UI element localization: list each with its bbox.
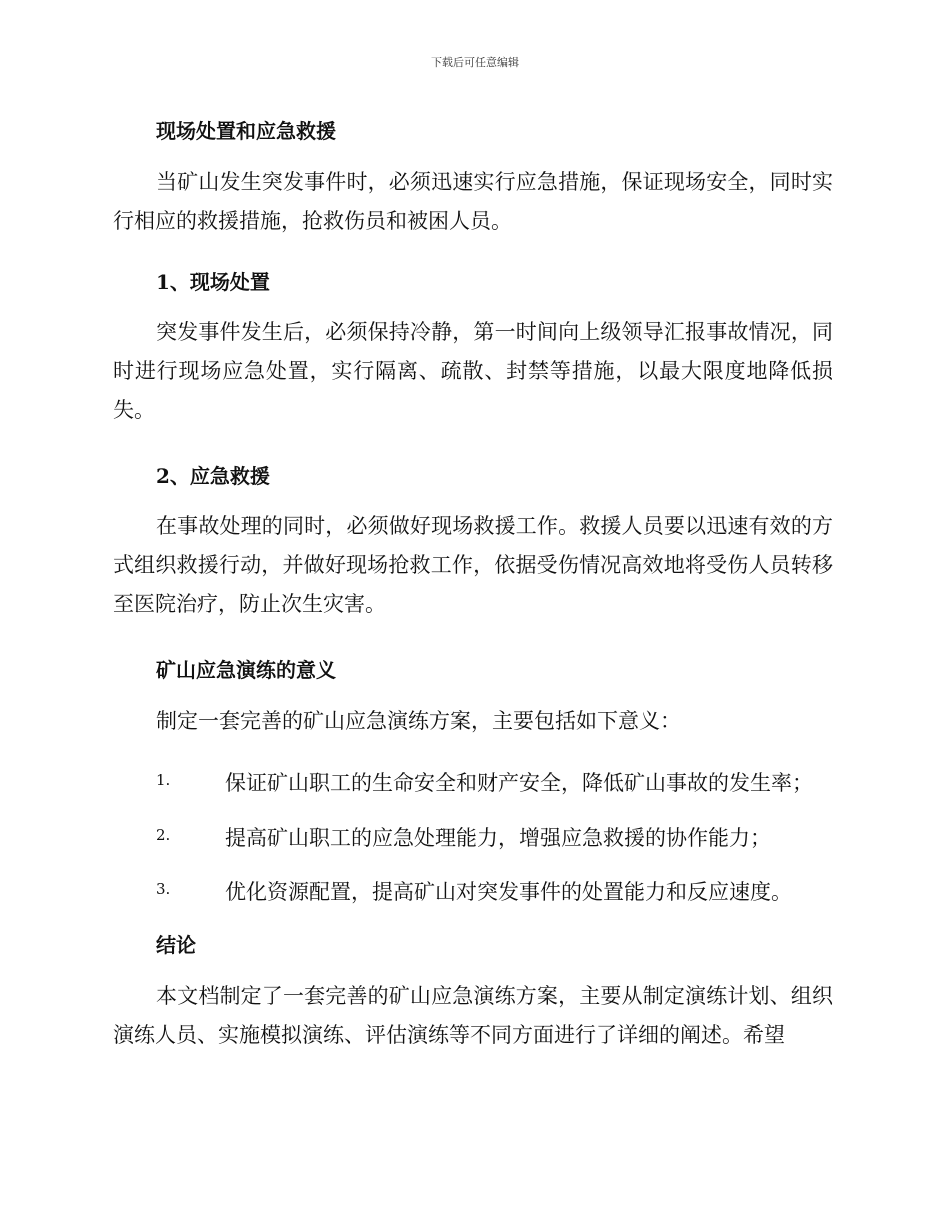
paragraph-emergency-rescue: 在事故处理的同时，必须做好现场救援工作。救援人员要以迅速有效的方式组织救援行动，并做好现场抢救工作，依据受伤情况高效地将受伤人员转移至医院治疗，防止次生灾害。 <box>113 514 833 616</box>
list-item-number: 2. <box>156 826 171 844</box>
list-item-number: 3. <box>156 880 171 898</box>
list-item-number: 1. <box>156 771 171 789</box>
paragraph-significance-intro: 制定一套完善的矿山应急演练方案，主要包括如下意义： <box>156 709 681 733</box>
section-heading-conclusion: 结论 <box>156 933 196 957</box>
section-heading-emergency-rescue: 2、应急救援 <box>156 464 270 488</box>
section-heading-onsite: 1、现场处置 <box>156 270 270 294</box>
section-heading-rescue: 现场处置和应急救援 <box>156 119 336 143</box>
paragraph-rescue-intro: 当矿山发生突发事件时，必须迅速实行应急措施，保证现场安全，同时实行相应的救援措施，抢救伤员和被困人员。 <box>113 170 833 233</box>
section-heading-significance: 矿山应急演练的意义 <box>156 658 336 682</box>
list-item-text: 优化资源配置，提高矿山对突发事件的处置能力和反应速度。 <box>225 880 792 904</box>
page-header: 下载后可任意编辑 <box>431 56 519 69</box>
list-item-text: 提高矿山职工的应急处理能力，增强应急救援的协作能力； <box>225 826 771 850</box>
paragraph-onsite: 突发事件发生后，必须保持冷静，第一时间向上级领导汇报事故情况，同时进行现场应急处置，实行隔离、疏散、封禁等措施，以最大限度地降低损失。 <box>113 320 833 422</box>
paragraph-conclusion: 本文档制定了一套完善的矿山应急演练方案，主要从制定演练计划、组织演练人员、实施模拟演练、评估演练等不同方面进行了详细的阐述。希望 <box>113 984 833 1047</box>
list-item-text: 保证矿山职工的生命安全和财产安全，降低矿山事故的发生率； <box>225 771 813 795</box>
